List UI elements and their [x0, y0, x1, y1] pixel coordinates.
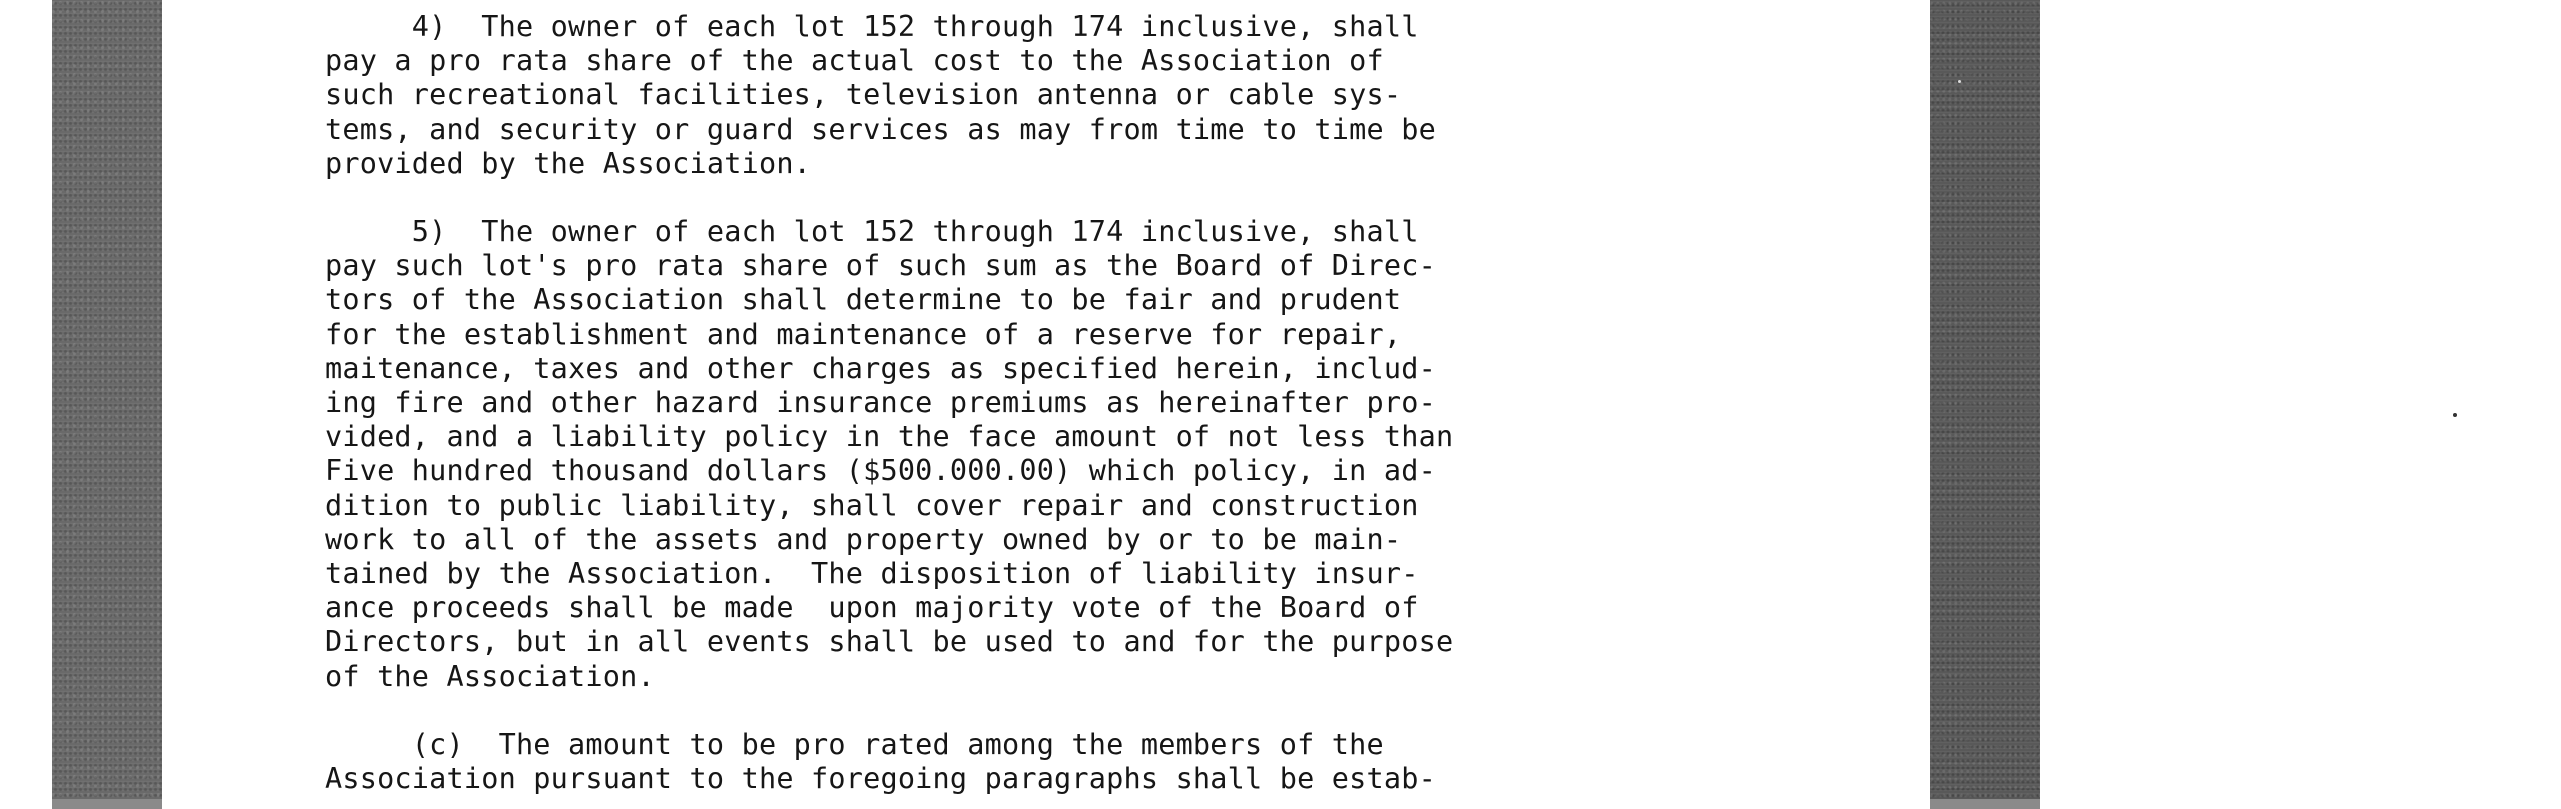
text-line: work to all of the assets and property owned by or to be main- — [325, 522, 1402, 556]
text-line: provided by the Association. — [325, 146, 812, 180]
text-line: dition to public liability, shall cover repair and construction — [325, 488, 1419, 522]
paragraph-5 — [325, 215, 1745, 694]
text-line: pay such lot's pro rata share of such sum as the Board of Direc- — [325, 249, 1436, 283]
paragraph-c — [325, 728, 1745, 796]
text-line: maitenance, taxes and other charges as specified herein, includ- — [325, 351, 1436, 385]
text-line: such recreational facilities, television antenna or cable sys- — [325, 78, 1402, 112]
text-line: tained by the Association. The disposition of liability insur- — [325, 557, 1419, 591]
scan-speck — [1958, 80, 1961, 83]
text-line: ing fire and other hazard insurance premiums as hereinafter pro- — [325, 386, 1436, 420]
text-line: vided, and a liability policy in the face amount of not less than — [325, 420, 1454, 454]
scan-border-left — [52, 0, 162, 809]
text-line: (c) The amount to be pro rated among the members of the — [325, 727, 1384, 761]
text-line: for the establishment and maintenance of a reserve for repair, — [325, 317, 1402, 351]
text-line: 4) The owner of each lot 152 through 174 inclusive, shall — [325, 10, 1419, 43]
text-line: Directors, but in all events shall be used to and for the purpose — [325, 625, 1454, 659]
scan-border-right — [1930, 0, 2040, 809]
scan-bottom-strip-right — [1930, 799, 2040, 809]
text-line: Association pursuant to the foregoing paragraphs shall be estab- — [325, 762, 1436, 796]
text-line: 5) The owner of each lot 152 through 174 inclusive, shall — [325, 215, 1419, 249]
text-line: of the Association. — [325, 659, 655, 693]
text-line: Five hundred thousand dollars ($500.000.00) which policy, in ad- — [325, 454, 1436, 488]
text-line: tors of the Association shall determine to be fair and prudent — [325, 283, 1402, 317]
scan-bottom-strip-left — [52, 799, 162, 809]
text-line: ance proceeds shall be made upon majority vote of the Board of — [325, 591, 1419, 625]
document-page — [325, 10, 1745, 809]
paragraph-4 — [325, 10, 1745, 181]
text-line: pay a pro rata share of the actual cost to the Association of — [325, 44, 1384, 78]
scan-speck — [2453, 413, 2457, 417]
text-line: tems, and security or guard services as may from time to time be — [325, 112, 1436, 146]
